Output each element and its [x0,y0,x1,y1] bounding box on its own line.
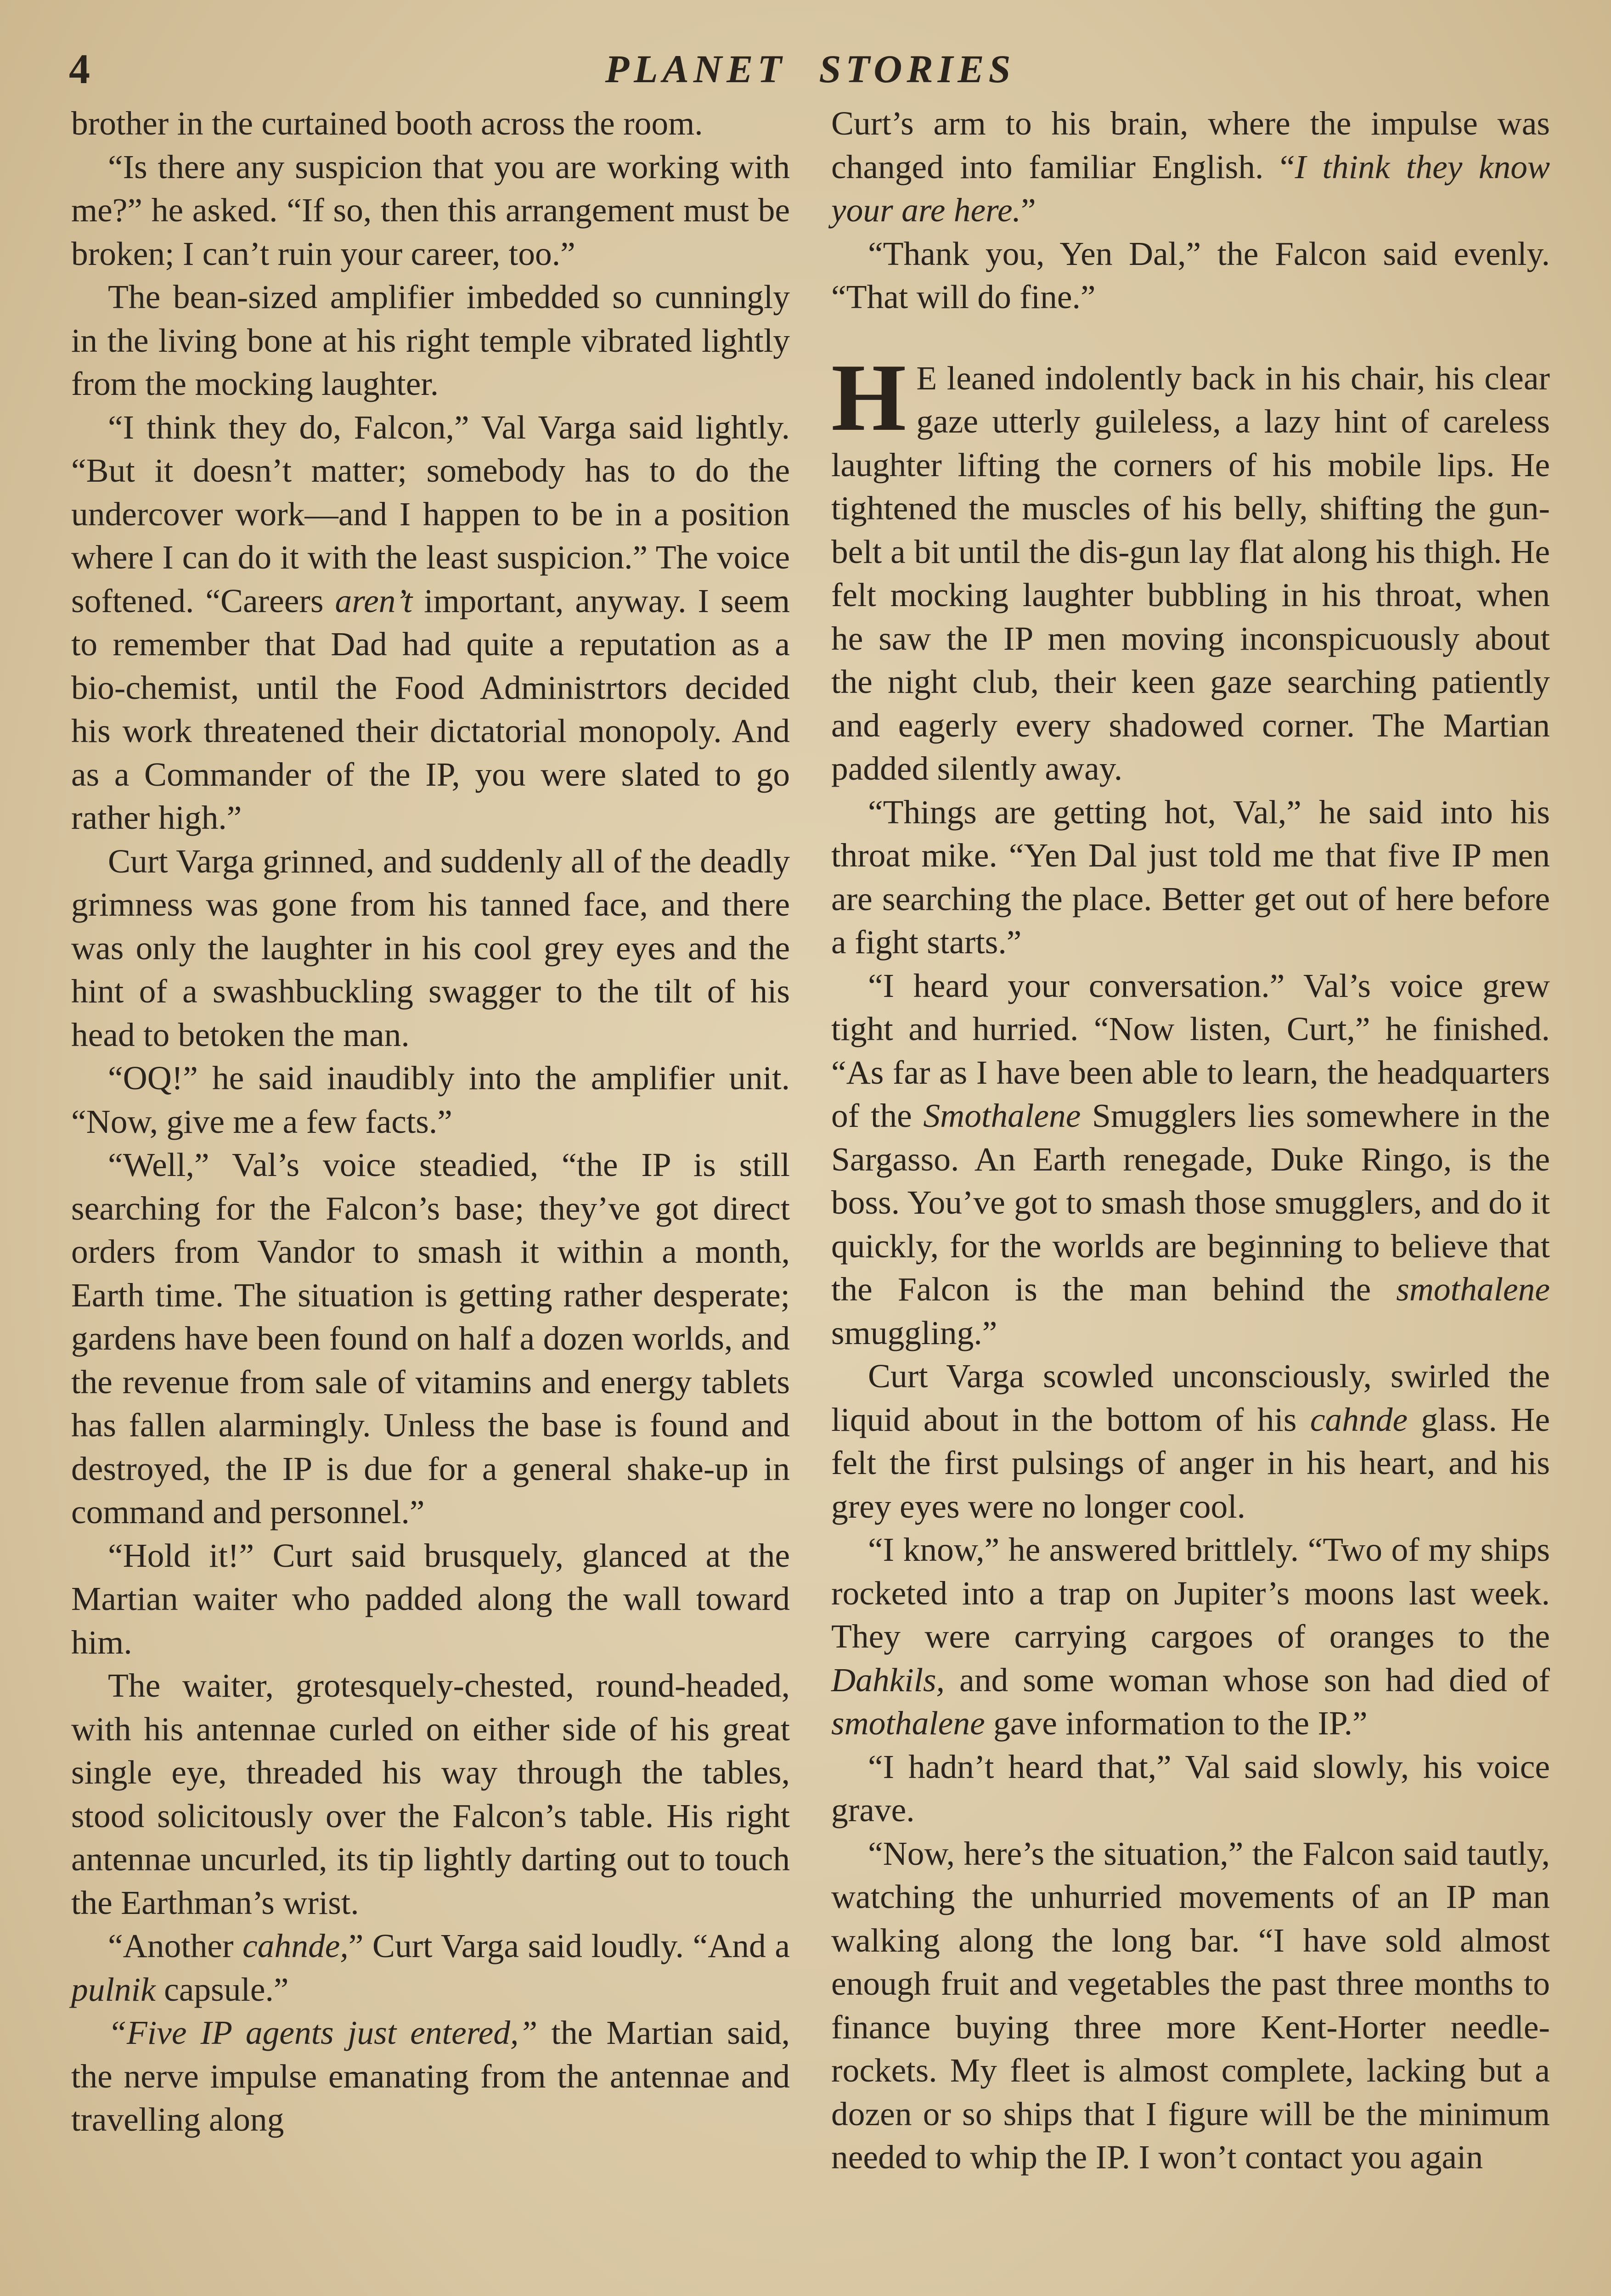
text-run: “I hadn’t heard that,” Val said slowly, his voice grave. [831,1748,1550,1829]
text-run: “I know,” he answered brittlely. “Two of my ships rocketed into a trap on Jupiter’s moons last week. They were carrying cargoes of oranges to the [831,1531,1550,1655]
paragraph [71,146,790,276]
text-run: Smugglers lies somewhere in the Sargasso. An Earth renegade, Duke Ringo, is the boss. You’ve got to smash those smugglers, and do it quickly, for the worlds are beginning to believe that the Falcon is the man behind the [831,1097,1550,1308]
text-run: Curt Varga scowled unconsciously, swirled the liquid about in the bottom of his [831,1357,1550,1438]
left-column [71,102,790,2142]
text-run: and some woman whose son had died of [945,1661,1550,1699]
drop-cap: H [831,344,907,451]
paragraph [71,406,790,840]
paragraph [831,102,1550,232]
italic-text: Smothalene [923,1097,1081,1134]
paragraph [71,276,790,406]
paragraph [831,964,1550,1355]
text-run: The waiter, grotesquely-chested, round-headed, with his antennae curled on either side of his great single eye, threaded his way through the tables, stood solicitously over the Falcon’s table. His right antennae uncurled, its tip lightly darting out to touch the Earthman’s wrist. [71,1667,790,1921]
paragraph [71,1057,790,1143]
paragraph [71,2011,790,2142]
paragraph [831,1355,1550,1528]
paragraph [71,840,790,1057]
italic-text: pulnik [71,1970,156,2008]
text-run: E leaned indolently back in his chair, his clear gaze utterly guileless, a lazy hint of careless laughter lifting the corners of his mobile lips. He tightened the muscles of his belly, shifting the gun-belt a bit until the dis-gun lay flat along his thigh. He felt mocking laughter bubbling in his throat, when he saw the IP men moving inconspicuously about the night club, their keen gaze searching patiently and eagerly every shadowed corner. The Martian padded silently away. [831,359,1550,787]
text-run: “I think they do, Falcon,” Val Varga said lightly. “But it doesn’t matter; somebody has to do the undercover work—and I happen to be in a position where I can do it with the least suspicion.” The voice softened. “Careers [71,408,790,619]
text-run: “Well,” Val’s voice steadied, “the IP is still searching for the Falcon’s base; they’ve got direct orders from Vandor to smash it within a month, Earth time. The situation is getting rather desperate; gardens have been found on half a dozen worlds, and the revenue from sale of vitamins and energy tablets has fallen alarmingly. Unless the base is found and destroyed, the IP is due for a general shake-up in command and personnel.” [71,1146,790,1531]
text-run: capsule.” [155,1970,289,2008]
paragraph [831,1832,1550,2179]
paragraph [71,1143,790,1534]
right-column [831,102,1550,2179]
paragraph [831,1528,1550,1745]
text-run: Curt’s arm to his brain, where the impulse was changed into familiar English. “ [831,105,1550,186]
text-run: Curt Varga grinned, and suddenly all of the deadly grimness was gone from his tanned face, and there was only the laughter in his cool grey eyes and the hint of a swashbuckling swagger to the tilt of his head to betoken the man. [71,842,790,1053]
text-run: “Things are getting hot, Val,” he said into his throat mike. “Yen Dal just told me that five IP men are searching the place. Better get out of here before a fight starts.” [831,793,1550,961]
paragraph [831,344,1550,791]
page-header [69,44,1551,94]
running-title: PLANET STORIES [605,47,1015,91]
text-run: gave information to the IP.” [985,1705,1368,1742]
paragraph [831,791,1550,964]
italic-text: aren’t [335,582,413,619]
text-run: ” [1020,191,1036,229]
text-run: smuggling.” [831,1314,997,1351]
paragraph [71,1925,790,2011]
text-run: brother in the curtained booth across the room. [71,105,703,142]
text-run: glass. He felt the first pulsings of anger in his heart, and his grey eyes were no longer cool. [831,1401,1550,1525]
text-run: The bean-sized amplifier imbedded so cunningly in the living bone at his right temple vibrated lightly from the mocking laughter. [71,278,790,402]
italic-text: smothalene [1396,1271,1550,1308]
italic-text: smothalene [831,1705,985,1742]
text-run: ” Curt Varga said loudly. “And a [348,1927,790,1964]
text-run: “Now, here’s the situation,” the Falcon said tautly, watching the unhurried movements of an IP man walking along the long bar. “I have sold almost enough fruit and vegetables the past three months to finance buying three more Kent-Horter needle-rockets. My fleet is almost complete, lacking but a dozen or so ships that I figure will be the minimum needed to whip the IP. I won’t contact you again [831,1835,1550,2176]
text-run: important, anyway. I seem to remember that Dad had quite a reputation as a bio-chemist, until the Food Administrtors decided his work threatened their dictatorial monopoly. And as a Commander of the IP, you were slated to go rather high.” [71,582,790,836]
text-run: the Martian said, the nerve impulse emanating from the antennae and travelling along [71,2014,790,2138]
paragraph [831,232,1550,319]
text-run: “Thank you, Yen Dal,” the Falcon said evenly. “That will do fine.” [831,235,1550,315]
text-run: “Hold it!” Curt said brusquely, glanced at the Martian waiter who padded along the wall toward him. [71,1536,790,1661]
paragraph [71,1534,790,1665]
text-run: “Another [108,1927,243,1964]
italic-text: I think they know your are here. [831,148,1550,229]
italic-text: Dahkils, [831,1661,945,1699]
italic-text: cahnde, [242,1927,349,1964]
italic-text: cahnde [1310,1401,1408,1438]
text-run: “OQ!” he said inaudibly into the amplifier unit. “Now, give me a few facts.” [71,1059,790,1140]
page-number: 4 [69,45,90,92]
paragraph [831,1745,1550,1832]
text-run: “I heard your conversation.” Val’s voice grew tight and hurried. “Now listen, Curt,” he finished. “As far as I have been able to learn, the headquarters of the [831,967,1550,1134]
paragraph [71,102,790,146]
paragraph [71,1664,790,1925]
italic-text: “Five IP agents just entered,” [108,2014,538,2051]
text-run: “Is there any suspicion that you are working with me?” he asked. “If so, then this arrangement must be broken; I can’t ruin your career, too.” [71,148,790,272]
